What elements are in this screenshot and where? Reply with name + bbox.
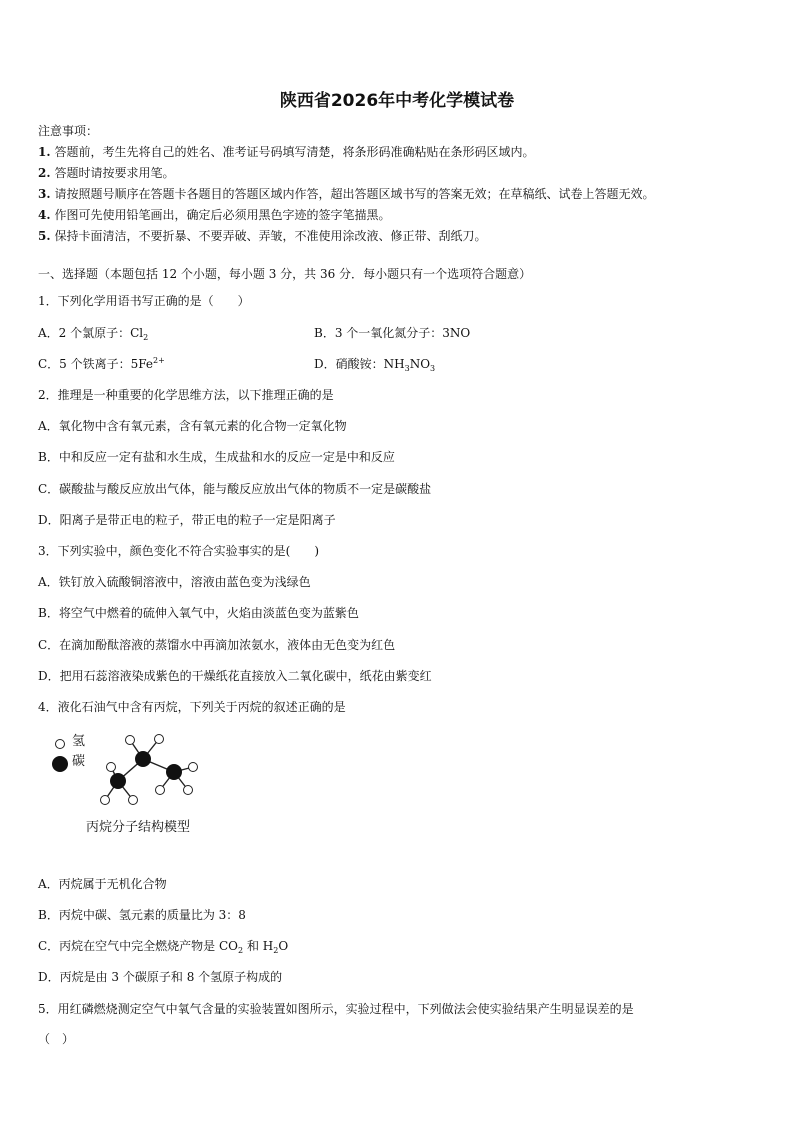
note-item-1 xyxy=(38,143,535,160)
section-heading: 一、选择题（本题包括 12 个小题，每小题 3 分，共 36 分．每小题只有一个选项符合题意） xyxy=(38,267,532,281)
question-1-option-c: C．5 个铁离子：$5Fe^{2+}$ xyxy=(38,356,165,371)
note-item-4 xyxy=(38,206,391,223)
note-item-3 xyxy=(38,185,655,202)
model-caption: 丙烷分子结构模型 xyxy=(86,820,191,835)
note-text: 作图可先使用铅笔画出，确定后必须用黑色字迹的签字笔描黑。 xyxy=(54,208,391,222)
question-4-option-b: B．丙烷中碳、氢元素的质量比为 3：8 xyxy=(38,908,246,922)
question-2-option-a: A．氧化物中含有氧元素，含有氧元素的化合物一定氧化物 xyxy=(38,419,347,433)
hydrogen-legend-symbol xyxy=(56,740,65,749)
hydrogen-legend-label: 氢 xyxy=(72,734,86,749)
carbon-atoms xyxy=(110,751,182,789)
note-number: 3. xyxy=(38,187,51,201)
question-2-stem: 2．推理是一种重要的化学思维方法，以下推理正确的是 xyxy=(38,388,334,402)
carbon-legend-symbol xyxy=(52,756,68,772)
question-2-option-b: B．中和反应一定有盐和水生成，生成盐和水的反应一定是中和反应 xyxy=(38,450,395,464)
note-text: 答题前，考生先将自己的姓名、准考证号码填写清楚，将条形码准确粘贴在条形码区域内。 xyxy=(54,145,535,159)
note-item-2 xyxy=(38,164,175,181)
note-text: 请按照题号顺序在答题卡各题目的答题区域内作答，超出答题区域书写的答案无效；在草稿纸、试卷上答题无效。 xyxy=(54,187,655,201)
notes-heading: 注意事项： xyxy=(38,124,99,138)
note-number: 5. xyxy=(38,229,51,243)
question-4-option-d: D．丙烷是由 3 个碳原子和 8 个氢原子构成的 xyxy=(38,970,283,984)
note-text: 保持卡面清洁，不要折暴、不要弄破、弄皱，不准使用涂改液、修正带、刮纸刀。 xyxy=(54,229,487,243)
page-title: 陕西省2026年中考化学模试卷 xyxy=(279,91,515,111)
note-number: 4. xyxy=(38,208,51,222)
question-3-option-d: D．把用石蕊溶液染成紫色的干燥纸花直接放入二氧化碳中，纸花由紫变红 xyxy=(38,669,432,683)
question-4-stem: 4．液化石油气中含有丙烷，下列关于丙烷的叙述正确的是 xyxy=(38,700,346,714)
note-text: 答题时请按要求用笔。 xyxy=(54,166,175,180)
note-number: 2. xyxy=(38,166,51,180)
question-1-option-d: D．硝酸铵：$NH_3NO_3$ xyxy=(314,357,436,373)
question-1-stem: 1．下列化学用语书写正确的是（ ） xyxy=(38,294,250,308)
note-item-5 xyxy=(38,227,487,244)
carbon-legend-label: 碳 xyxy=(72,754,86,769)
question-3-option-a: A．铁钉放入硫酸铜溶液中，溶液由蓝色变为浅绿色 xyxy=(38,575,311,589)
question-3-stem: 3．下列实验中，颜色变化不符合实验事实的是( ) xyxy=(38,544,320,558)
question-5-answer-paren: （ ） xyxy=(38,1032,75,1046)
question-1-option-a: A．2 个氯原子：$Cl_2$ xyxy=(38,326,149,342)
question-2-option-d: D．阳离子是带正电的粒子，带正电的粒子一定是阳离子 xyxy=(38,513,336,527)
question-4-option-c: C．丙烷在空气中完全燃烧产物是 $CO_2$ 和 $H_2O$ xyxy=(38,939,289,955)
propane-molecule-model xyxy=(48,728,218,840)
question-4-option-a: A．丙烷属于无机化合物 xyxy=(38,877,167,891)
question-2-option-c: C．碳酸盐与酸反应放出气体，能与酸反应放出气体的物质不一定是碳酸盐 xyxy=(38,482,432,496)
question-5-stem: 5．用红磷燃烧测定空气中氧气含量的实验装置如图所示，实验过程中，下列做法会使实验结果产生明显误差的是 xyxy=(38,1002,634,1016)
question-3-option-c: C．在滴加酚酞溶液的蒸馏水中再滴加浓氨水，液体由无色变为红色 xyxy=(38,638,396,652)
question-3-option-b: B．将空气中燃着的硫伸入氧气中，火焰由淡蓝色变为蓝紫色 xyxy=(38,606,359,620)
note-number: 1. xyxy=(38,145,51,159)
question-1-option-b: B．3 个一氧化氮分子：3NO xyxy=(314,326,471,340)
